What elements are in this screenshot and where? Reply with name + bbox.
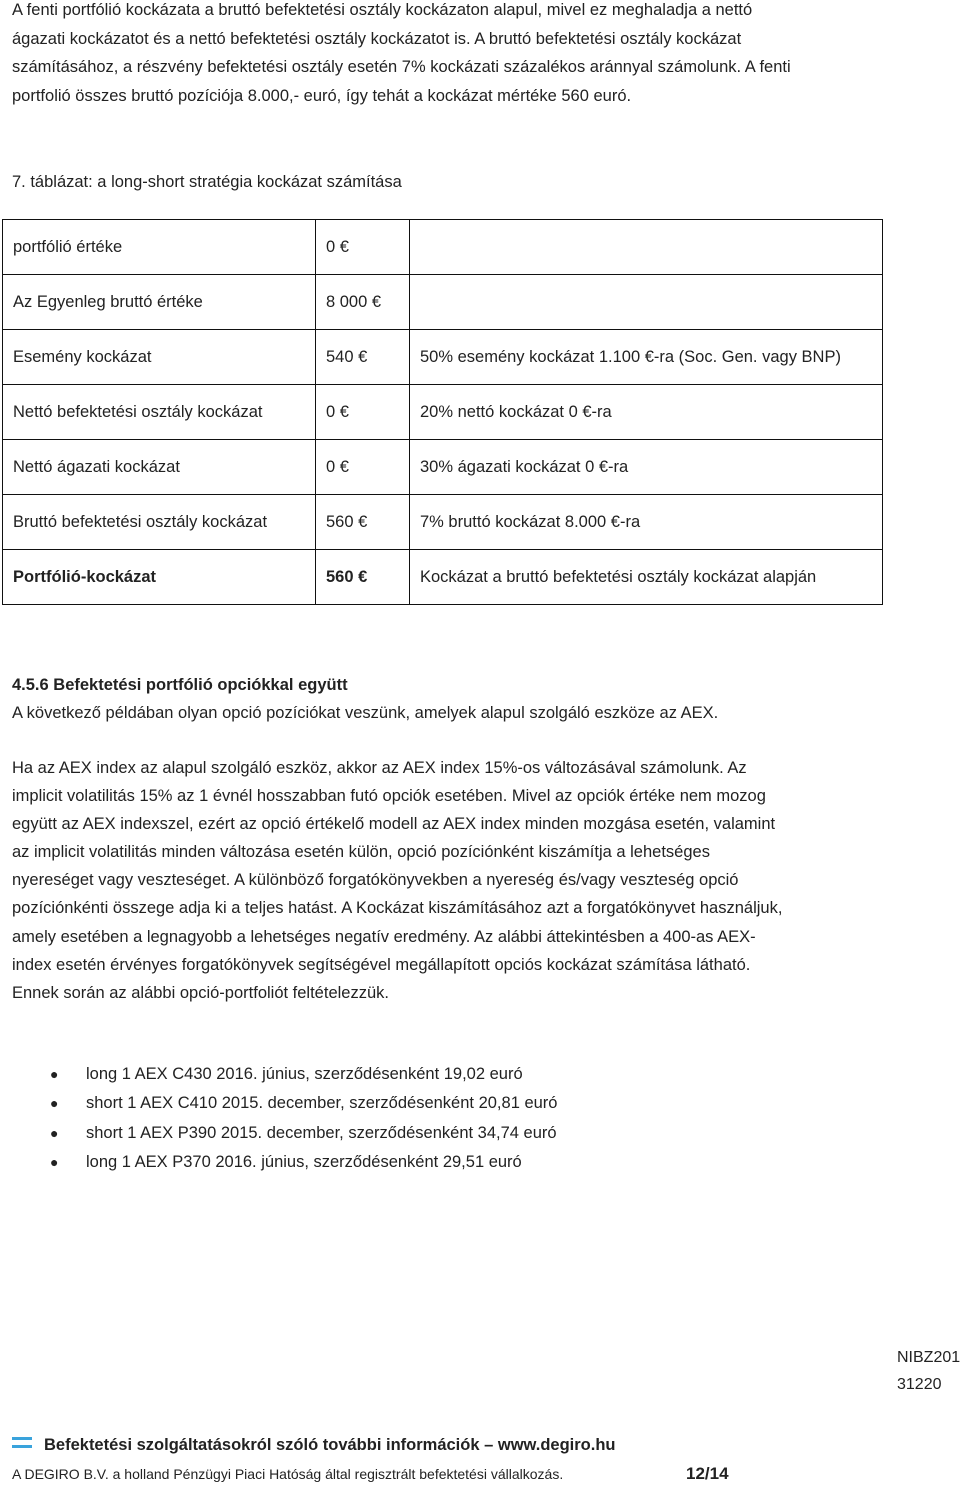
row-note: 20% nettó kockázat 0 €-ra bbox=[410, 385, 883, 440]
row-label: Bruttó befektetési osztály kockázat bbox=[3, 495, 316, 550]
list-item bbox=[0, 1119, 557, 1148]
table-row bbox=[3, 275, 883, 330]
row-value: 8 000 € bbox=[316, 275, 410, 330]
table-row bbox=[3, 440, 883, 495]
table-row bbox=[3, 495, 883, 550]
row-note bbox=[410, 220, 883, 275]
bullet-icon: ● bbox=[50, 1066, 59, 1082]
list-item-text: long 1 AEX C430 2016. június, szerződésenként 19,02 euró bbox=[86, 1065, 523, 1083]
row-note bbox=[410, 275, 883, 330]
risk-table bbox=[2, 219, 883, 605]
row-note: 30% ágazati kockázat 0 €-ra bbox=[410, 440, 883, 495]
page-number: 12/14 bbox=[686, 1464, 729, 1483]
row-label: Portfólió-kockázat bbox=[3, 550, 316, 605]
bullet-icon: ● bbox=[50, 1153, 59, 1170]
table-row-total bbox=[3, 550, 883, 605]
row-value: 560 € bbox=[316, 495, 410, 550]
row-label: Esemény kockázat bbox=[3, 330, 316, 385]
row-value: 560 € bbox=[316, 550, 410, 605]
list-item bbox=[0, 1089, 557, 1118]
list-item bbox=[0, 1148, 557, 1177]
row-note: 50% esemény kockázat 1.100 €-ra (Soc. Gen. vagy BNP) bbox=[410, 330, 883, 385]
option-list bbox=[0, 1060, 557, 1177]
row-value: 540 € bbox=[316, 330, 410, 385]
list-item bbox=[0, 1060, 557, 1089]
table-row bbox=[3, 330, 883, 385]
list-item-text: long 1 AEX P370 2016. június, szerződésenként 29,51 euró bbox=[86, 1152, 522, 1171]
bullet-icon: ● bbox=[50, 1124, 59, 1141]
section-heading: 4.5.6 Befektetési portfólió opciókkal együtt bbox=[12, 676, 348, 694]
footer-company: A DEGIRO B.V. a holland Pénzügyi Piaci Hatóság által regisztrált befektetési vállalkozás. bbox=[12, 1466, 564, 1482]
row-note: Kockázat a bruttó befektetési osztály kockázat alapján bbox=[410, 550, 883, 605]
row-note: 7% bruttó kockázat 8.000 €-ra bbox=[410, 495, 883, 550]
degiro-logo-icon bbox=[12, 1437, 32, 1451]
table-caption: 7. táblázat: a long-short stratégia kockázat számítása bbox=[12, 173, 402, 191]
row-label: Nettó befektetési osztály kockázat bbox=[3, 385, 316, 440]
bullet-icon: ● bbox=[50, 1095, 59, 1112]
document-id: NIBZ201 31220 bbox=[897, 1349, 960, 1393]
table-row bbox=[3, 385, 883, 440]
footer-title: Befektetési szolgáltatásokról szóló további információk – www.degiro.hu bbox=[44, 1436, 616, 1454]
row-label: portfólió értéke bbox=[3, 220, 316, 275]
table-row bbox=[3, 220, 883, 275]
section-paragraph-2: Ha az AEX index az alapul szolgáló eszköz, akkor az AEX index 15%-os változásával számolunk. Az implicit volatilitás 15% az 1 évnél hosszabban futó opciók esetében. Mivel az opciók értéke nem mozog együtt az AEX indexszel, ezért az opció értékelő modell az AEX index minden mozgása esetén, valamint az implicit volatilitás minden változása esetén külön, opció pozíciónként kiszámítja a lehetséges nyereséget vagy veszteséget. A különböző forgatókönyvekben a nyereség és/vagy veszteség opció pozíciónkénti összege adja ki a teljes hatást. A Kockázat kiszámításához azt a forgatókönyvet használjuk, amely esetében a legnagyobb a lehetséges negatív eredmény. Az alábbi áttekintésben a 400-as AEX-index esetén érvényes forgatókönyvek segítségével megállapított opciós kockázat számítása látható. Ennek során az alábbi opció-portfoliót feltételezzük. bbox=[12, 759, 783, 1002]
intro-paragraph: A fenti portfólió kockázata a bruttó befektetési osztály kockázaton alapul, mivel ez meghaladja a nettó ágazati kockázatot és a nettó befektetési osztály kockázatot is. A bruttó befektetési osztály kockázat számításához, a részvény befektetési osztály esetén 7% kockázati százalékos aránnyal számolunk. A fenti portfolió összes bruttó pozíciója 8.000,- euró, így tehát a kockázat mértéke 560 euró. bbox=[12, 1, 791, 105]
row-label: Nettó ágazati kockázat bbox=[3, 440, 316, 495]
row-value: 0 € bbox=[316, 220, 410, 275]
list-item-text: short 1 AEX P390 2015. december, szerződésenként 34,74 euró bbox=[86, 1123, 557, 1142]
row-value: 0 € bbox=[316, 385, 410, 440]
row-value: 0 € bbox=[316, 440, 410, 495]
list-item-text: short 1 AEX C410 2015. december, szerződésenként 20,81 euró bbox=[86, 1094, 558, 1113]
section-paragraph-1: A következő példában olyan opció pozíciókat veszünk, amelyek alapul szolgáló eszköze az AEX. bbox=[12, 704, 719, 722]
row-label: Az Egyenleg bruttó értéke bbox=[3, 275, 316, 330]
